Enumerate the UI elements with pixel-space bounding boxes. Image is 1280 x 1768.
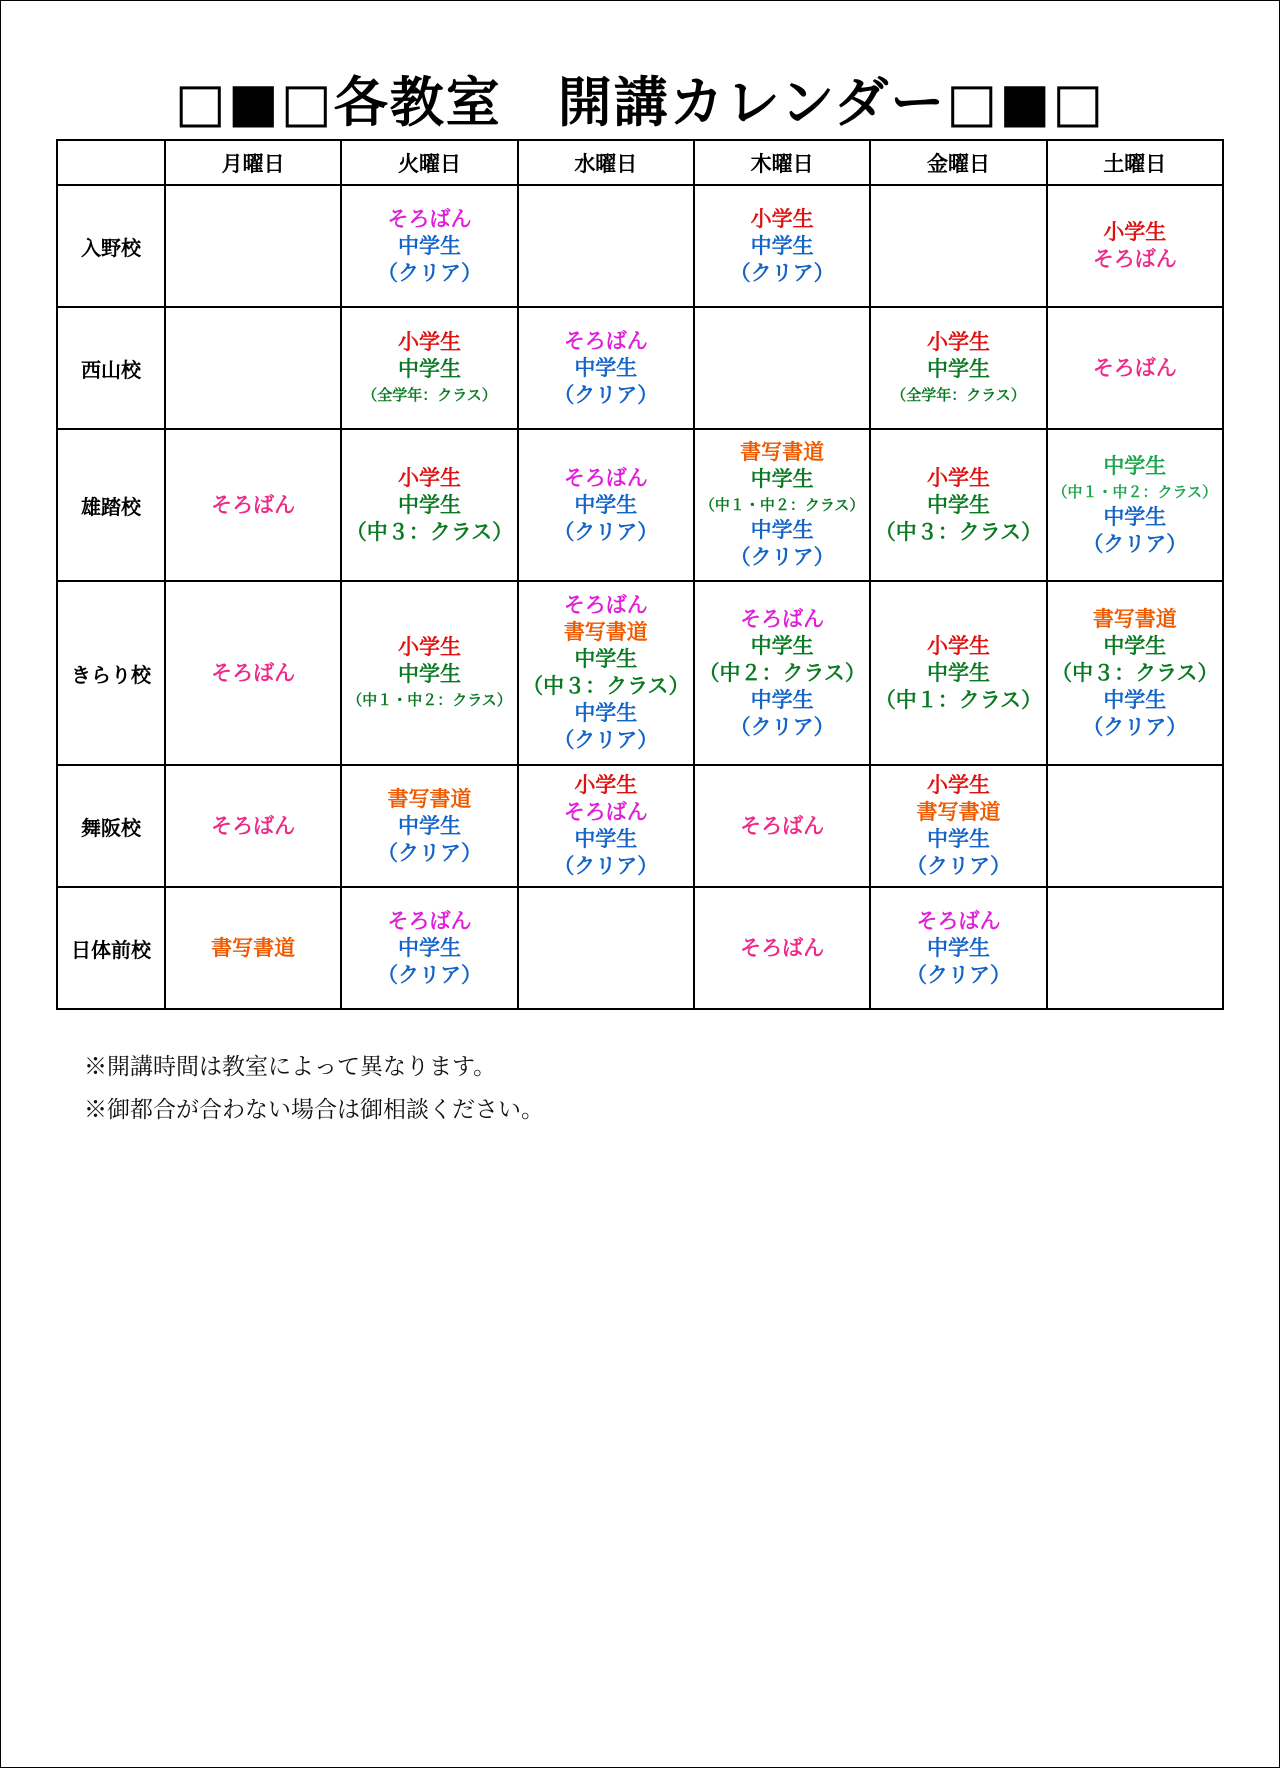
- class-entry: 中学生: [397, 357, 461, 381]
- class-entry: （クリア）: [905, 854, 1011, 878]
- schedule-cell: [1047, 307, 1223, 429]
- class-entry: （全学年：クラス）: [891, 386, 1026, 404]
- header-row: [57, 140, 1223, 185]
- class-entry: 小学生: [397, 635, 461, 659]
- schedule-cell: [1047, 887, 1223, 1009]
- class-entry: （全学年：クラス）: [362, 386, 497, 404]
- schedule-cell: [1047, 765, 1223, 887]
- school-name: 雄踏校: [57, 429, 165, 581]
- schedule-cell: [165, 581, 341, 765]
- class-entry: （クリア）: [376, 840, 482, 865]
- class-entry: （クリア）: [905, 962, 1011, 987]
- class-entry: （クリア）: [553, 854, 659, 878]
- class-entry: 小学生: [926, 330, 990, 354]
- class-entry: 中学生: [750, 687, 814, 712]
- school-row: [57, 185, 1223, 307]
- schedule-cell: [341, 887, 517, 1009]
- class-entry: （クリア）: [376, 260, 482, 285]
- class-entry: （クリア）: [376, 962, 482, 987]
- schedule-cell: [694, 307, 870, 429]
- schedule-cell: [694, 185, 870, 307]
- class-entry: 中学生: [926, 660, 990, 685]
- class-entry: （中１・中２：クラス）: [699, 496, 865, 514]
- schedule-cell: [165, 185, 341, 307]
- class-entry: 小学生: [926, 773, 990, 797]
- schedule-cell: [518, 765, 694, 887]
- class-entry: 中学生: [397, 233, 461, 258]
- school-row: [57, 307, 1223, 429]
- day-header: 月曜日: [165, 140, 341, 185]
- class-entry: そろばん: [916, 908, 1001, 933]
- day-header: 金曜日: [870, 140, 1046, 185]
- class-entry: （クリア）: [1082, 714, 1188, 739]
- schedule-cell: [165, 429, 341, 581]
- school-row: [57, 887, 1223, 1009]
- class-entry: 小学生: [750, 206, 814, 231]
- class-entry: 中学生: [574, 827, 638, 851]
- schedule-cell: [694, 581, 870, 765]
- notes: [84, 1046, 544, 1132]
- schedule-cell: [518, 307, 694, 429]
- class-entry: 中学生: [397, 662, 461, 686]
- schedule-cell: [870, 765, 1046, 887]
- schedule-cell: [341, 765, 517, 887]
- class-entry: そろばん: [211, 660, 296, 685]
- class-entry: 中学生: [397, 492, 461, 517]
- class-entry: 書写書道: [916, 800, 1001, 824]
- class-entry: 書写書道: [740, 440, 825, 464]
- class-entry: そろばん: [563, 328, 648, 353]
- class-entry: 中学生: [397, 813, 461, 838]
- class-entry: （中３：クラス）: [874, 519, 1043, 544]
- class-entry: そろばん: [563, 800, 648, 824]
- class-entry: 小学生: [397, 330, 461, 354]
- note-line: ※開講時間は教室によって異なります。: [84, 1054, 497, 1080]
- day-header: 水曜日: [518, 140, 694, 185]
- class-entry: 書写書道: [563, 620, 648, 644]
- schedule-cell: [870, 307, 1046, 429]
- class-entry: 中学生: [926, 492, 990, 517]
- class-entry: 小学生: [926, 465, 990, 490]
- class-entry: 小学生: [397, 465, 461, 490]
- school-name: きらり校: [57, 581, 165, 765]
- class-entry: 小学生: [1103, 220, 1167, 244]
- schedule-cell: [165, 765, 341, 887]
- school-name: 入野校: [57, 185, 165, 307]
- schedule-cell: [518, 581, 694, 765]
- schedule-cell: [165, 307, 341, 429]
- class-entry: 中学生: [1103, 633, 1167, 658]
- class-entry: 小学生: [926, 633, 990, 658]
- note-line: ※御都合が合わない場合は御相談ください。: [84, 1097, 544, 1123]
- schedule-cell: [341, 581, 517, 765]
- class-entry: そろばん: [387, 908, 472, 933]
- calendar-table: [56, 139, 1224, 1010]
- class-entry: そろばん: [563, 593, 648, 617]
- school-name: 西山校: [57, 307, 165, 429]
- class-entry: （中３：クラス）: [345, 519, 514, 544]
- class-entry: そろばん: [740, 606, 825, 631]
- calendar-body: [57, 185, 1223, 1009]
- page-title: □■□各教室 開講カレンダー□■□: [174, 71, 1106, 134]
- class-entry: （中１・中２：クラス）: [347, 691, 512, 709]
- class-entry: （クリア）: [553, 519, 659, 544]
- schedule-cell: [870, 185, 1046, 307]
- schedule-cell: [341, 307, 517, 429]
- class-entry: そろばん: [563, 465, 648, 490]
- schedule-cell: [694, 429, 870, 581]
- class-entry: （中１：クラス）: [874, 687, 1043, 712]
- class-entry: 書写書道: [387, 786, 472, 811]
- class-entry: 中学生: [1103, 504, 1167, 529]
- class-entry: そろばん: [740, 935, 825, 960]
- class-entry: そろばん: [387, 206, 472, 231]
- schedule-cell: [518, 887, 694, 1009]
- day-header: 木曜日: [694, 140, 870, 185]
- schedule-cell: [165, 887, 341, 1009]
- school-row: [57, 765, 1223, 887]
- school-row: [57, 429, 1223, 581]
- schedule-cell: [341, 185, 517, 307]
- class-entry: （クリア）: [553, 382, 659, 407]
- class-entry: 中学生: [574, 492, 638, 517]
- class-entry: （中３：クラス）: [522, 674, 690, 698]
- school-name: 舞阪校: [57, 765, 165, 887]
- class-entry: 中学生: [574, 701, 638, 725]
- class-entry: 中学生: [926, 357, 990, 381]
- class-entry: 書写書道: [211, 935, 296, 960]
- class-entry: （クリア）: [729, 260, 835, 285]
- class-entry: （クリア）: [1082, 531, 1188, 556]
- class-entry: 中学生: [574, 647, 638, 671]
- school-row: [57, 581, 1223, 765]
- class-entry: 中学生: [750, 633, 814, 658]
- class-entry: 書写書道: [1092, 606, 1177, 631]
- schedule-cell: [870, 887, 1046, 1009]
- class-entry: 中学生: [574, 355, 638, 380]
- school-name: 日体前校: [57, 887, 165, 1009]
- class-entry: 中学生: [397, 935, 461, 960]
- class-entry: 中学生: [750, 518, 814, 542]
- class-entry: 中学生: [1103, 687, 1167, 712]
- class-entry: そろばん: [211, 492, 296, 517]
- class-entry: （中１・中２：クラス）: [1052, 482, 1218, 501]
- schedule-cell: [518, 185, 694, 307]
- class-entry: 小学生: [574, 773, 638, 797]
- schedule-cell: [1047, 185, 1223, 307]
- class-entry: （クリア）: [729, 714, 835, 739]
- class-entry: 中学生: [750, 233, 814, 258]
- class-entry: そろばん: [740, 813, 825, 838]
- class-entry: （中３：クラス）: [1051, 660, 1219, 685]
- class-entry: （クリア）: [553, 728, 659, 752]
- schedule-cell: [694, 765, 870, 887]
- class-entry: そろばん: [1092, 247, 1177, 271]
- day-header: 土曜日: [1047, 140, 1223, 185]
- schedule-cell: [1047, 429, 1223, 581]
- schedule-cell: [518, 429, 694, 581]
- class-entry: （クリア）: [729, 545, 835, 569]
- class-entry: 中学生: [926, 827, 990, 851]
- schedule-cell: [870, 581, 1046, 765]
- day-header: 火曜日: [341, 140, 517, 185]
- class-entry: そろばん: [1092, 355, 1177, 380]
- schedule-cell: [1047, 581, 1223, 765]
- header-corner: [57, 140, 165, 185]
- schedule-cell: [870, 429, 1046, 581]
- schedule-cell: [341, 429, 517, 581]
- schedule-cell: [694, 887, 870, 1009]
- class-entry: 中学生: [926, 935, 990, 960]
- class-entry: 中学生: [750, 467, 814, 491]
- class-entry: （中２：クラス）: [698, 660, 866, 685]
- class-entry: そろばん: [211, 813, 296, 838]
- class-entry: 中学生: [1103, 453, 1167, 478]
